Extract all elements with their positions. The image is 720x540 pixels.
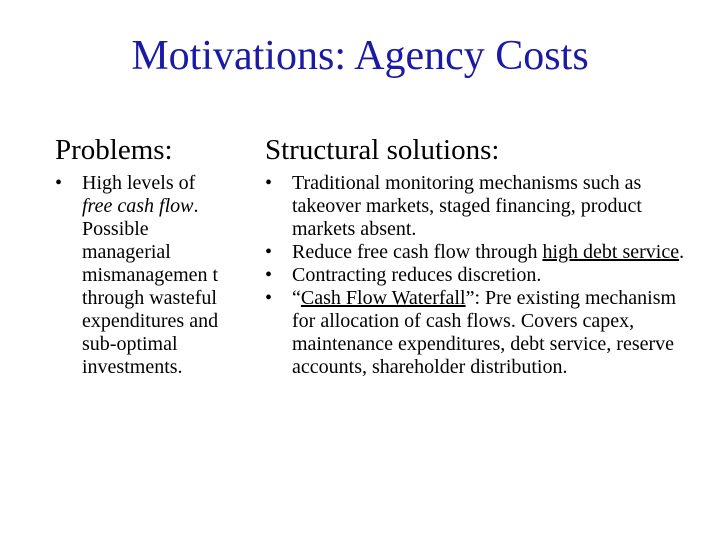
bullet-icon: • bbox=[265, 287, 273, 309]
solutions-list-item bbox=[265, 172, 695, 241]
solutions-list bbox=[265, 172, 695, 379]
item-text: ”: Pre existing mechanism for allocation of cash flows. Covers capex, maintenance expenditures, debt service, reserve accounts, shareholder distribution. bbox=[292, 287, 677, 378]
solutions-heading: Structural solutions: bbox=[265, 134, 500, 166]
item-text: High levels of bbox=[82, 172, 196, 194]
item-underlined: high debt service bbox=[542, 241, 680, 263]
solutions-list-item bbox=[265, 241, 695, 264]
item-text: . bbox=[679, 241, 685, 263]
item-text: Traditional monitoring mechanisms such as takeover markets, staged financing, product markets absent. bbox=[292, 172, 642, 240]
problems-list bbox=[55, 172, 230, 379]
problems-heading: Problems: bbox=[55, 134, 173, 166]
item-text: “ bbox=[292, 287, 301, 309]
item-text: . Possible managerial mismanagemen t through wasteful expenditures and sub-optimal investments. bbox=[82, 195, 219, 378]
item-text: Reduce free cash flow through bbox=[292, 241, 543, 263]
item-emphasis: free cash flow bbox=[82, 195, 194, 217]
bullet-icon: • bbox=[265, 241, 273, 263]
bullet-icon: • bbox=[265, 264, 273, 286]
solutions-list-item bbox=[265, 287, 695, 379]
bullet-icon: • bbox=[55, 172, 63, 194]
slide-title: Motivations: Agency Costs bbox=[131, 33, 589, 79]
solutions-list-item bbox=[265, 264, 695, 287]
problems-list-item bbox=[55, 172, 230, 379]
item-text: Contracting reduces discretion. bbox=[292, 264, 542, 286]
item-underlined: Cash Flow Waterfall bbox=[300, 287, 466, 309]
bullet-icon: • bbox=[265, 172, 273, 194]
